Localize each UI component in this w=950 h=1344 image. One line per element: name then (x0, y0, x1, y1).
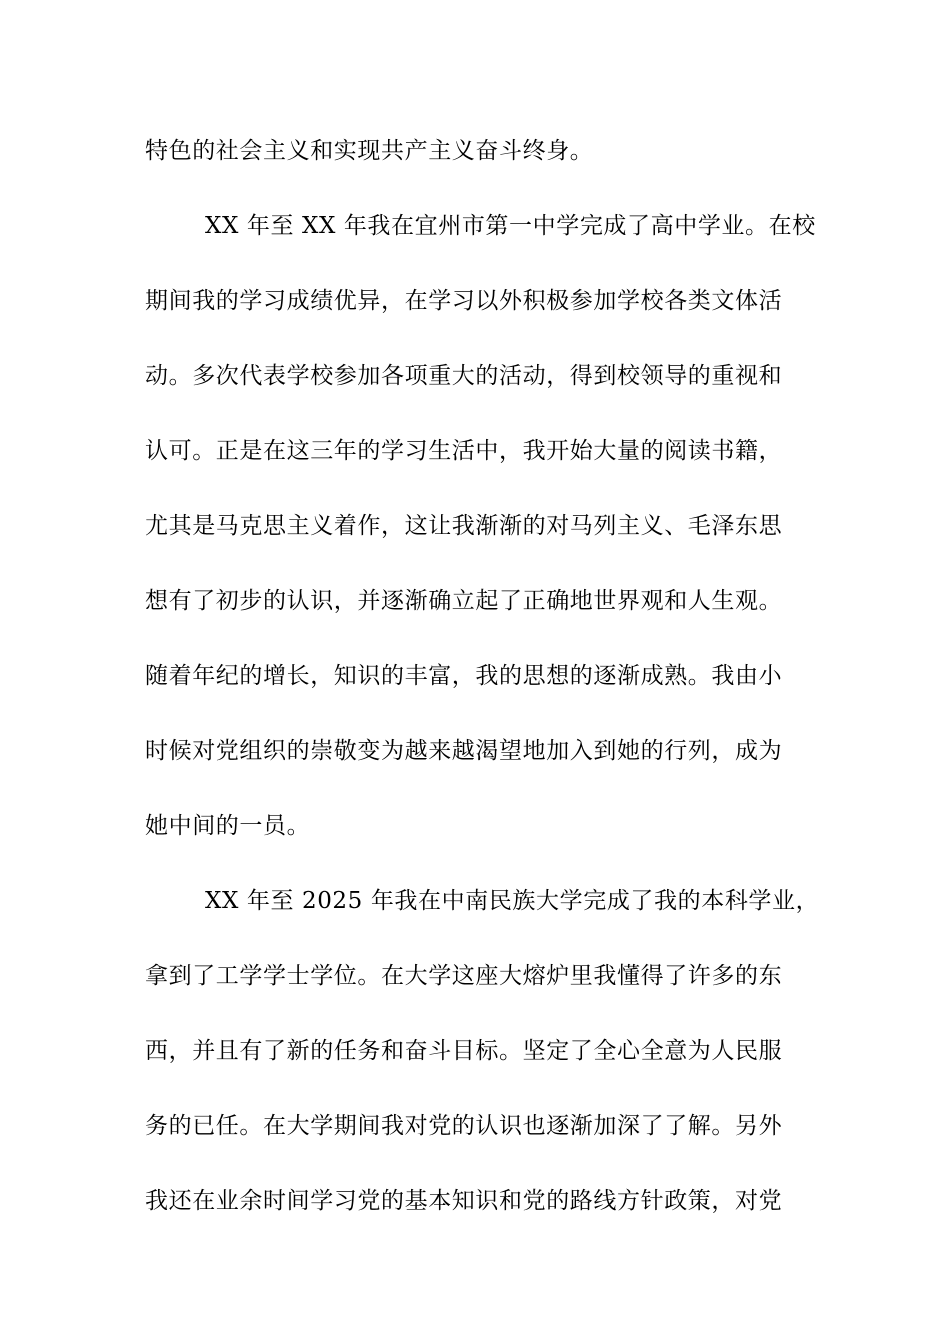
paragraph-line: 期间我的学习成绩优异，在学习以外积极参加学校各类文体活 (145, 288, 783, 314)
paragraph-line: 想有了初步的认识，并逐渐确立起了正确地世界观和人生观。 (145, 588, 783, 614)
paragraph-line: 我还在业余时间学习党的基本知识和党的路线方针政策，对党 (145, 1188, 783, 1214)
paragraph-line: 时候对党组织的崇敬变为越来越渴望地加入到她的行列，成为 (145, 738, 783, 764)
paragraph-line: 尤其是马克思主义着作，这让我渐渐的对马列主义、毛泽东思 (145, 513, 783, 539)
paragraph-line: XX 年至 2025 年我在中南民族大学完成了我的本科学业， (205, 888, 820, 914)
paragraph-line: 务的已任。在大学期间我对党的认识也逐渐加深了了解。另外 (145, 1113, 783, 1139)
paragraph-line: 认可。正是在这三年的学习生活中，我开始大量的阅读书籍， (145, 438, 783, 464)
paragraph-line: 西，并且有了新的任务和奋斗目标。坚定了全心全意为人民服 (145, 1038, 783, 1064)
paragraph-line: 拿到了工学学士学位。在大学这座大熔炉里我懂得了许多的东 (145, 963, 783, 989)
paragraph-line: 随着年纪的增长，知识的丰富，我的思想的逐渐成熟。我由小 (145, 663, 783, 689)
paragraph-line: 她中间的一员。 (145, 813, 311, 839)
paragraph-line: XX 年至 XX 年我在宜州市第一中学完成了高中学业。在校 (205, 213, 816, 239)
paragraph-line: 动。多次代表学校参加各项重大的活动，得到校领导的重视和 (145, 363, 783, 389)
paragraph-line: 特色的社会主义和实现共产主义奋斗终身。 (145, 138, 594, 164)
